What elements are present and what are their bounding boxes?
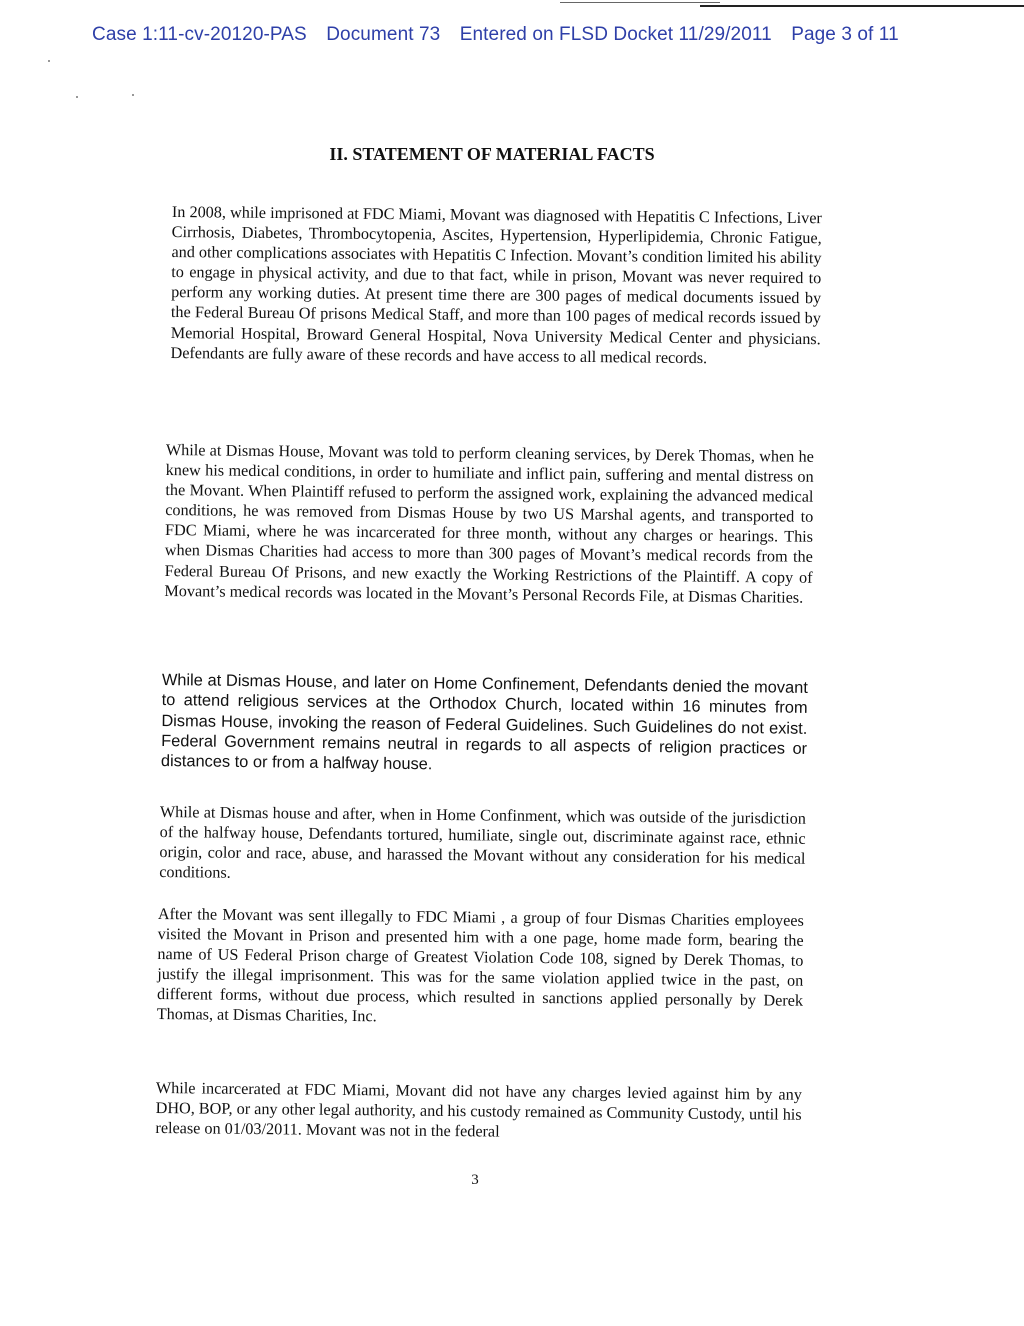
scan-artifact-line xyxy=(560,2,720,3)
docket-case-number: Case 1:11-cv-20120-PAS xyxy=(92,24,307,45)
section-heading-text: II. STATEMENT OF MATERIAL FACTS xyxy=(329,144,655,164)
paragraph-medical-conditions: In 2008, while imprisoned at FDC Miami, Movant was diagnosed with Hepatitis C Infections, Liver Cirrhosis, Diabetes, Thrombocytopenia, Ascites, Hypertension, Hyperlipidemia, Chronic Fatigue, and other complications associates with Hepatitis C Infection. Movant’s condition limited his ability to engage in physical activity, and due to that fact, while in prison, Movant was never required to perform any working duties. At present time there are 300 pages of medical documents issued by the Federal Bureau Of prisons Medical Staff, and more than 100 pages of medical records issued by Memorial Hospital, Broward General Hospital, Nova University Medical Center and physicians. Defendants are fully aware of these records and have access to all medical records. xyxy=(170,203,822,367)
docket-header-stamp xyxy=(92,24,913,46)
scan-artifact-line xyxy=(700,5,1024,7)
page-number-text: 3 xyxy=(471,1172,479,1188)
docket-page-indicator: Page 3 of 11 xyxy=(791,24,899,45)
paragraph-home-confinement: While at Dismas house and after, when in Home Confinment, which was outside of the jurisdiction of the halfway house, Defendants tortured, humiliate, single out, discriminate against race, ethnic origin, color and race, abuse, and harassed the Movant without any consideration for his medical conditions. xyxy=(159,803,806,883)
paragraph-cleaning-services: While at Dismas House, Movant was told to perform cleaning services, by Derek Thomas, when he knew his medical conditions, in order to humiliate and inflict pain, suffering and mental distress on the Movant. When Plaintiff refused to perform the assigned work, explaining the advanced medical conditions, he was removed from Dismas House by two US Marshal agents, and transported to FDC Miami, where he was incarcerated for three month, without any charges or hearings. This when Dismas Charities had access to more than 300 pages of Movant’s medical records from the Federal Bureau Of Prisons, and new exactly the Working Restrictions of the Plaintiff. A copy of Movant’s medical records was located in the Movant’s Personal Records File, at Dismas Charities. xyxy=(164,441,814,607)
page-number xyxy=(0,1172,1024,1189)
paragraph-religious-services: While at Dismas House, and later on Home Confinement, Defendants denied the movant to attend religious services at the Orthodox Church, located within 16 minutes from Dismas House, invoking the reason of Federal Guidelines. Such Guidelines do not exist. Federal Government remains neutral in regards to all aspects of religion practices or distances to or from a halfway house. xyxy=(160,671,808,774)
paragraph-violation-form: After the Movant was sent illegally to FDC Miami , a group of four Dismas Charities employees visited the Movant in Prison and presented him with a one page, home made form, bearing the name of US Federal Prison charge of Greatest Violation Code 108, signed by Derek Thomas, to justify the illegal imprisonment. This was for the same violation applied twice in the past, on different forms, without due process, which resulted in sanctions applied personally by Derek Thomas, at Dismas Charities, Inc. xyxy=(156,905,804,1026)
scan-speck xyxy=(132,94,134,96)
scan-speck xyxy=(76,96,78,98)
docket-document-number: Document 73 xyxy=(326,24,441,45)
docket-entered-date: Entered on FLSD Docket 11/29/2011 xyxy=(459,24,772,45)
section-heading xyxy=(0,144,1024,165)
scan-speck xyxy=(48,60,50,62)
paragraph-incarceration: While incarcerated at FDC Miami, Movant did not have any charges levied against him by any DHO, BOP, or any other legal authority, and his custody remained as Community Custody, until his release on 01/03/2011. Movant was not in the federal xyxy=(155,1079,802,1141)
